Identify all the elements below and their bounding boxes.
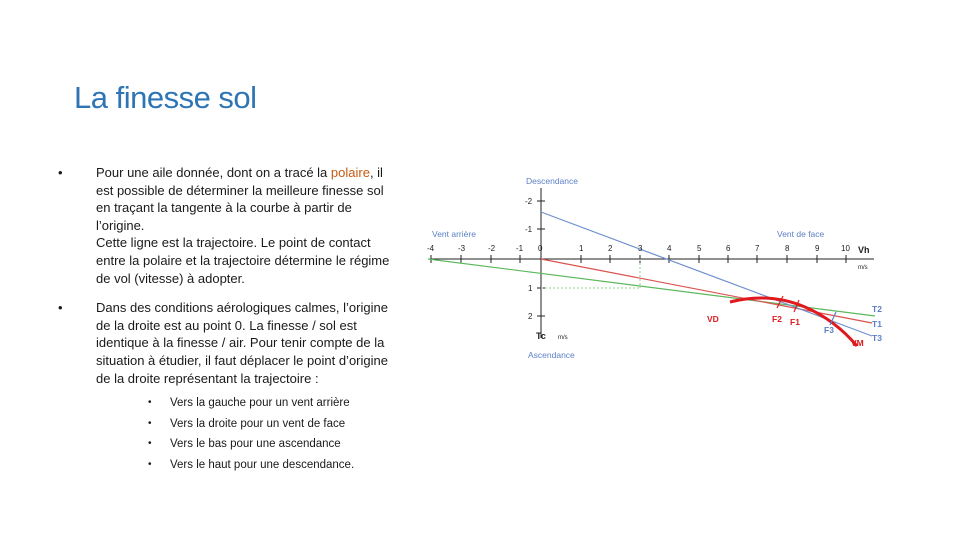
x-tick-label: 7 (755, 244, 760, 253)
sub-item-text: Vers le bas pour une ascendance (170, 438, 341, 451)
vent-face-label: Vent de face (777, 229, 825, 239)
bullet-text: Dans des conditions aérologiques calmes, l’origine de la droite est au point 0. La finesse / sol est identique à la finesse / air. Pour tenir compte de la situation à étudier, il faut déplacer le point d’origine de la droite représentant la trajectoire : (96, 300, 388, 386)
t3-label: T3 (872, 333, 882, 343)
x-tick-label: 3 (638, 244, 643, 253)
vent-arriere-label: Vent arrière (432, 229, 476, 239)
x-tick-label: -2 (488, 244, 496, 253)
sub-marker: • (148, 438, 152, 450)
sub-item-text: Vers le haut pour une descendance. (170, 458, 355, 471)
sub-item (96, 455, 393, 476)
descendance-label: Descendance (526, 176, 578, 186)
bullet-marker: • (58, 165, 63, 180)
sub-marker: • (148, 417, 152, 429)
sub-item (96, 414, 393, 435)
slide-title: La finesse sol (74, 80, 257, 115)
sub-item-text: Vers la droite pour un vent de face (170, 417, 346, 430)
x-tick-label: -4 (427, 244, 435, 253)
f3-label: F3 (824, 325, 834, 335)
y-tick-label: 2 (528, 312, 533, 321)
y-tick-label: -2 (525, 197, 533, 206)
x-tick-label: 2 (608, 244, 613, 253)
polaire-term: polaire (330, 165, 370, 180)
y-tick-label: -1 (525, 225, 533, 234)
bullet-text-second: Cette ligne est la trajectoire. Le point de contact entre la polaire et la trajectoire détermine le régime de vol (vitesse) à adopter. (96, 235, 390, 286)
y-unit-label: m/s (558, 335, 568, 341)
vh-label: Vh (858, 245, 870, 255)
ascendance-label: Ascendance (528, 350, 575, 360)
sub-item (96, 434, 393, 455)
x-tick-label: 0 (538, 244, 543, 253)
x-tick-label: -3 (458, 244, 466, 253)
tc-label: Tc (536, 331, 546, 341)
x-tick-label: 8 (785, 244, 790, 253)
x-unit-label: m/s (858, 265, 868, 271)
bullet-conditions (58, 299, 393, 475)
x-tick-label: 1 (579, 244, 584, 253)
sub-item (96, 393, 393, 414)
x-tick-label: 5 (697, 244, 702, 253)
bullet-polar-method (58, 164, 393, 287)
t2-label: T2 (872, 304, 882, 314)
bullet-text-end: , il est possible de déterminer la meilleure finesse sol en traçant la tangente à la courbe à partir de l’origine. (96, 165, 384, 233)
bullet-text-start: Pour une aile donnée, dont on a tracé la (96, 165, 331, 180)
t1-label: T1 (872, 319, 882, 329)
vd-label: VD (707, 314, 719, 324)
sub-marker: • (148, 397, 152, 409)
glide-polar-diagram (420, 170, 900, 370)
sub-item-text: Vers la gauche pour un vent arrière (170, 397, 350, 410)
x-tick-labels (427, 244, 850, 253)
sub-marker: • (148, 458, 152, 470)
y-tick-label: 1 (528, 284, 533, 293)
vm-label: VM (851, 338, 864, 348)
slide-body (58, 164, 393, 487)
bullet-marker: • (58, 300, 63, 316)
f1-label: F1 (790, 317, 800, 327)
f2-label: F2 (772, 314, 782, 324)
x-tick-label: -1 (516, 244, 524, 253)
x-tick-label: 6 (726, 244, 731, 253)
x-tick-label: 10 (841, 244, 850, 253)
x-tick-label: 9 (815, 244, 820, 253)
sub-list (96, 393, 393, 475)
x-tick-label: 4 (667, 244, 672, 253)
